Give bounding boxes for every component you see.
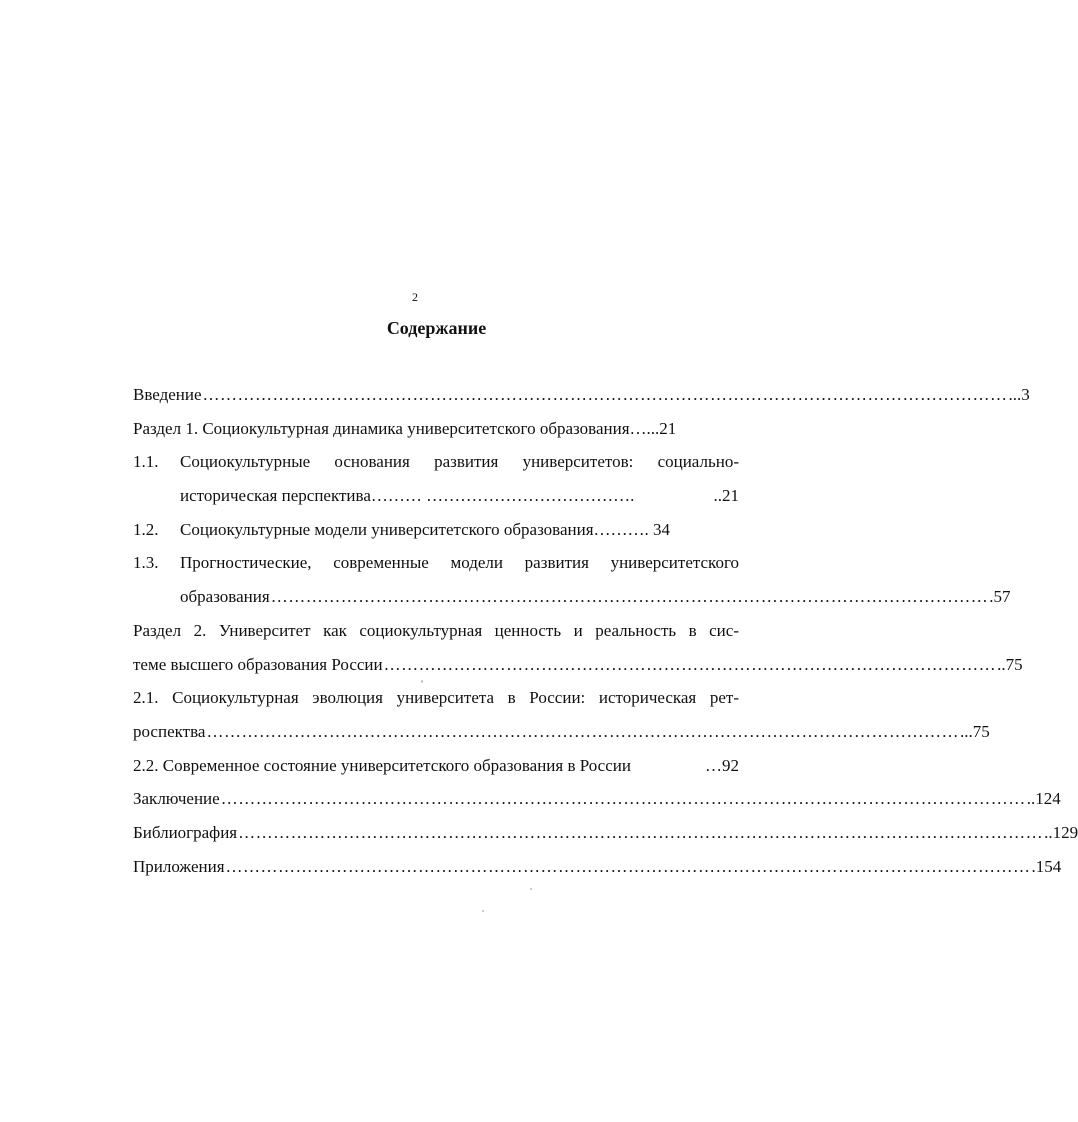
leader-dots: …………………………………………………………………………………………………………… xyxy=(270,587,989,606)
toc-entry-1-3-line1: Прогностические, современные модели развития университетского xyxy=(180,553,739,572)
leader-dots: ………………………………………………………………………………………………………………… xyxy=(206,722,959,741)
leader-dots: ………………………………………………………………………………………………………………………… xyxy=(202,385,1008,404)
toc-entry-text: историческая перспектива……… ………………………………. xyxy=(180,486,635,505)
toc-entry-2-1-line1: 2.1. Социокультурная эволюция университета в России: историческая рет- xyxy=(133,688,739,707)
leader-dots: …………………………………………………………………………………………… xyxy=(383,655,997,674)
toc-entry-page: ...75 xyxy=(959,722,990,741)
scan-speck xyxy=(421,680,423,683)
leader-dots: ………………………………………………………………………………………………………………………… xyxy=(225,857,1031,876)
toc-entry-appendix xyxy=(133,854,1062,880)
toc-entry-text: теме высшего образования России xyxy=(133,655,383,674)
toc-entry-text: Приложения xyxy=(133,857,225,876)
toc-entry-text: роспектва xyxy=(133,722,206,741)
toc-entry-text: образования xyxy=(180,587,270,606)
toc-entry-text: Социокультурные модели университетского образования xyxy=(180,520,594,539)
toc-entry-page: ..21 xyxy=(713,486,739,505)
toc-entry-number: 1.1. xyxy=(133,452,159,471)
toc-entry-number: 1.3. xyxy=(133,553,159,572)
toc-entry-page: ………. 34 xyxy=(593,520,671,539)
toc-entry-conclusion xyxy=(133,786,1061,812)
scan-speck xyxy=(530,888,532,890)
toc-entry-section-2-line2 xyxy=(133,652,1023,678)
page-number: 2 xyxy=(412,290,418,304)
toc-entry-text: Заключение xyxy=(133,789,220,808)
toc-entry-page: .57 xyxy=(989,587,1011,606)
leader-dots: ………………………………………………………………………………………………………………………… xyxy=(220,789,1026,808)
leader-dots: ………………………………………………………………………………………………………………………… xyxy=(238,823,1044,842)
toc-entry-section-2-line1: Раздел 2. Университет как социокультурная ценность и реальность в сис- xyxy=(133,621,739,640)
toc-title: Содержание xyxy=(386,318,487,338)
toc-entry-1-2 xyxy=(180,517,739,543)
toc-entry-page: ..124 xyxy=(1026,789,1061,808)
toc-entry-page: ..75 xyxy=(997,655,1023,674)
toc-entry-section-1 xyxy=(133,416,739,442)
toc-entry-text: Библиография xyxy=(133,823,238,842)
toc-entry-text: Введение xyxy=(133,385,202,404)
toc-entry-page: ...3 xyxy=(1008,385,1030,404)
toc-entry-text: Раздел 1. Социокультурная динамика университетского образования xyxy=(133,419,630,438)
toc-entry-page: …92 xyxy=(705,756,739,775)
toc-entry-intro xyxy=(133,382,1030,408)
toc-entry-2-2 xyxy=(133,753,739,779)
toc-entry-page: .154 xyxy=(1031,857,1062,876)
toc-entry-1-1-line1: Социокультурные основания развития университетов: социально- xyxy=(180,452,739,471)
toc-entry-page: …...21 xyxy=(629,419,677,438)
toc-entry-number: 1.2. xyxy=(133,520,159,539)
toc-entry-page: ..129 xyxy=(1044,823,1078,842)
scan-speck xyxy=(482,910,484,912)
toc-entry-1-3-line2 xyxy=(180,584,1011,610)
toc-entry-1-1-line2 xyxy=(180,483,739,509)
toc-entry-2-1-line2 xyxy=(133,719,990,745)
toc-entry-text: 2.2. Современное состояние университетского образования в России xyxy=(133,756,631,775)
toc-entry-bibliography xyxy=(133,820,1078,846)
